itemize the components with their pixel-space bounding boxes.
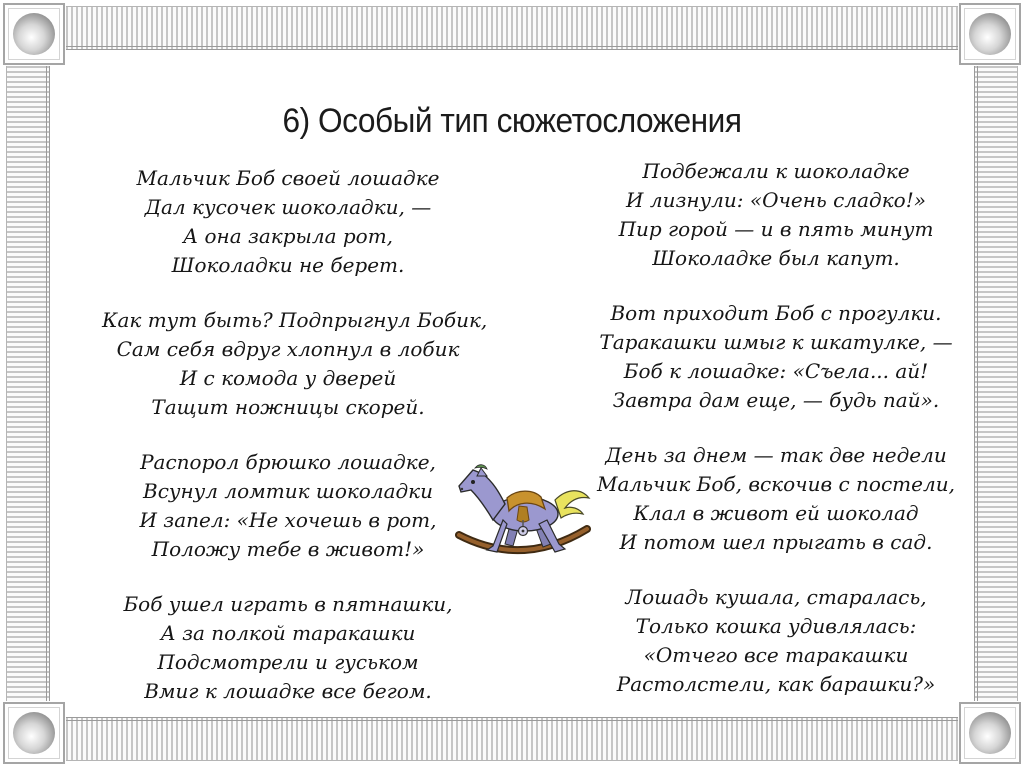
stanza [102,448,474,564]
poem-line: Шоколадке был капут. [652,246,900,270]
poem-line: Вот приходит Боб с прогулки. [610,301,942,325]
poem-right-column [578,157,974,725]
metal-sphere-icon [969,712,1011,754]
poem-line: День за днем — так две недели [605,443,947,467]
poem-line: И запел: «Не хочешь в рот, [139,508,437,532]
poem-line: Таракашки шмыг к шкатулке, — [599,330,953,354]
stanza [102,590,474,706]
poem-line: Только кошка удивлялась: [635,614,917,638]
stanza [578,441,974,557]
rocking-horse-icon [453,462,593,568]
poem-line: Подбежали к шоколадке [642,159,910,183]
poem-line: Тащит ножницы скорей. [151,395,425,419]
corner-ornament-top-right [959,3,1021,65]
poem-line: «Отчего все таракашки [643,643,909,667]
poem-line: Положу тебе в живот!» [151,537,425,561]
metal-sphere-icon [969,13,1011,55]
poem-line: Подсмотрели и гуськом [157,650,419,674]
corner-ornament-top-left [3,3,65,65]
stanza [102,164,474,280]
stanza [578,583,974,699]
poem-line: Боб к лошадке: «Съела... ай! [623,359,929,383]
poem-line: И лизнули: «Очень сладко!» [626,188,926,212]
poem-line: Вмиг к лошадке все бегом. [144,679,432,703]
slide-title: 6) Особый тип сюжетосложения [282,102,742,140]
poem-line: А она закрыла рот, [182,224,394,248]
poem-line: А за полкой таракашки [160,621,416,645]
poem-line: И потом шел прыгать в сад. [619,530,933,554]
poem-line: Распорол брюшко лошадке, [140,450,436,474]
stanza [578,157,974,273]
poem-line: Мальчик Боб своей лошадке [136,166,440,190]
frame-border-left [6,66,50,701]
frame-border-right [974,66,1018,701]
metal-sphere-icon [13,712,55,754]
poem-line: Мальчик Боб, вскочив с постели, [597,472,955,496]
poem-line: Сам себя вдруг хлопнул в лобик [116,337,460,361]
metal-sphere-icon [13,13,55,55]
poem-line: Пир горой — и в пять минут [618,217,934,241]
poem-left-column [102,164,488,732]
poem-line: Растолстели, как барашки?» [616,672,936,696]
poem-line: Как тут быть? Подпрыгнул Бобик, [102,308,488,332]
poem-line: Завтра дам еще, — будь пай». [612,388,940,412]
corner-ornament-bottom-left [3,702,65,764]
poem-line: Лошадь кушала, старалась, [625,585,927,609]
poem-line: Шоколадки не берет. [171,253,405,277]
stanza [102,306,488,422]
poem-line: Дал кусочек шоколадки, — [144,195,432,219]
poem-line: И с комода у дверей [179,366,397,390]
poem-line: Клал в живот ей шоколад [633,501,919,525]
poem-line: Всунул ломтик шоколадки [143,479,433,503]
frame-border-top [66,6,958,50]
stanza [578,299,974,415]
poem-line: Боб ушел играть в пятнашки, [123,592,453,616]
